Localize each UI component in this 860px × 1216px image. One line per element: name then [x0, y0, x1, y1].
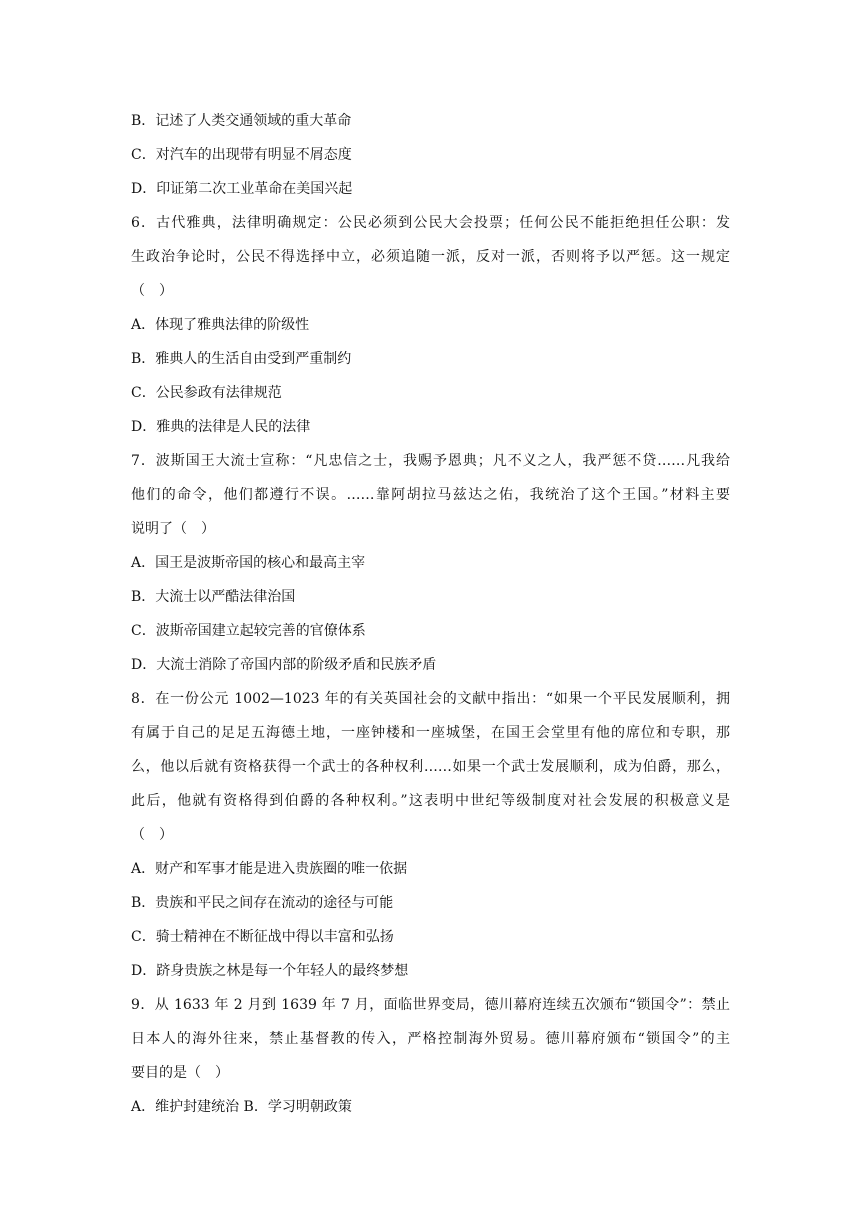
q9-stem-line-3: 要目的是（ ）	[131, 1065, 229, 1081]
q7-option-a: A．国王是波斯帝国的核心和最高主宰	[131, 555, 366, 571]
q8-option-c: C．骑士精神在不断征战中得以丰富和弘扬	[131, 929, 394, 945]
q8-stem-line-4: 此后，他就有资格得到伯爵的各种权利。”这表明中世纪等级制度对社会发展的积极意义是	[131, 793, 730, 809]
q6-option-a: A．体现了雅典法律的阶级性	[131, 317, 310, 333]
q6-stem-line-2: 生政治争论时，公民不得选择中立，必须追随一派，反对一派，否则将予以严惩。这一规定	[131, 249, 730, 265]
q5-option-d: D．印证第二次工业革命在美国兴起	[131, 181, 353, 197]
q9-options-ab: A．维护封建统治 B．学习明朝政策	[131, 1099, 352, 1115]
q6-answer-blank: （ ）	[131, 283, 173, 299]
q8-stem-line-3: 么，他以后就有资格获得一个武士的各种权利……如果一个武士发展顺利，成为伯爵，那么，	[131, 759, 730, 775]
q7-option-d: D．大流士消除了帝国内部的阶级矛盾和民族矛盾	[131, 657, 437, 673]
q7-stem-line-3: 说明了（ ）	[131, 521, 215, 537]
q7-option-c: C．波斯帝国建立起较完善的官僚体系	[131, 623, 366, 639]
q6-option-b: B．雅典人的生活自由受到严重制约	[131, 351, 352, 367]
q8-option-a: A．财产和军事才能是进入贵族圈的唯一依据	[131, 861, 408, 877]
q6-option-d: D．雅典的法律是人民的法律	[131, 419, 311, 435]
q6-stem-line-1: 6．古代雅典，法律明确规定：公民必须到公民大会投票；任何公民不能拒绝担任公职：发	[131, 215, 730, 231]
q7-option-b: B．大流士以严酷法律治国	[131, 589, 296, 605]
q6-option-c: C．公民参政有法律规范	[131, 385, 282, 401]
q7-stem-line-1: 7．波斯国王大流士宣称：“凡忠信之士，我赐予恩典；凡不义之人，我严惩不贷……凡我给	[131, 453, 730, 469]
q7-stem-line-2: 他们的命令，他们都遵行不误。……靠阿胡拉马兹达之佑，我统治了这个王国。”材料主要	[131, 487, 730, 503]
q8-stem-line-2: 有属于自己的足足五海德土地，一座钟楼和一座城堡，在国王会堂里有他的席位和专职，那	[131, 725, 730, 741]
q5-option-b: B．记述了人类交通领域的重大革命	[131, 113, 352, 129]
q9-stem-line-2: 日本人的海外往来，禁止基督教的传入，严格控制海外贸易。德川幕府颁布“锁国令”的主	[131, 1031, 730, 1047]
q9-stem-line-1: 9．从 1633 年 2 月到 1639 年 7 月，面临世界变局，德川幕府连续五次颁布“锁国令”：禁止	[131, 997, 730, 1013]
q8-option-b: B．贵族和平民之间存在流动的途径与可能	[131, 895, 394, 911]
q5-option-c: C．对汽车的出现带有明显不屑态度	[131, 147, 352, 163]
q8-stem-line-1: 8．在一份公元 1002—1023 年的有关英国社会的文献中指出：“如果一个平民发展顺利，拥	[131, 691, 730, 707]
q8-answer-blank: （ ）	[131, 827, 173, 843]
q8-option-d: D．跻身贵族之林是每一个年轻人的最终梦想	[131, 963, 409, 979]
